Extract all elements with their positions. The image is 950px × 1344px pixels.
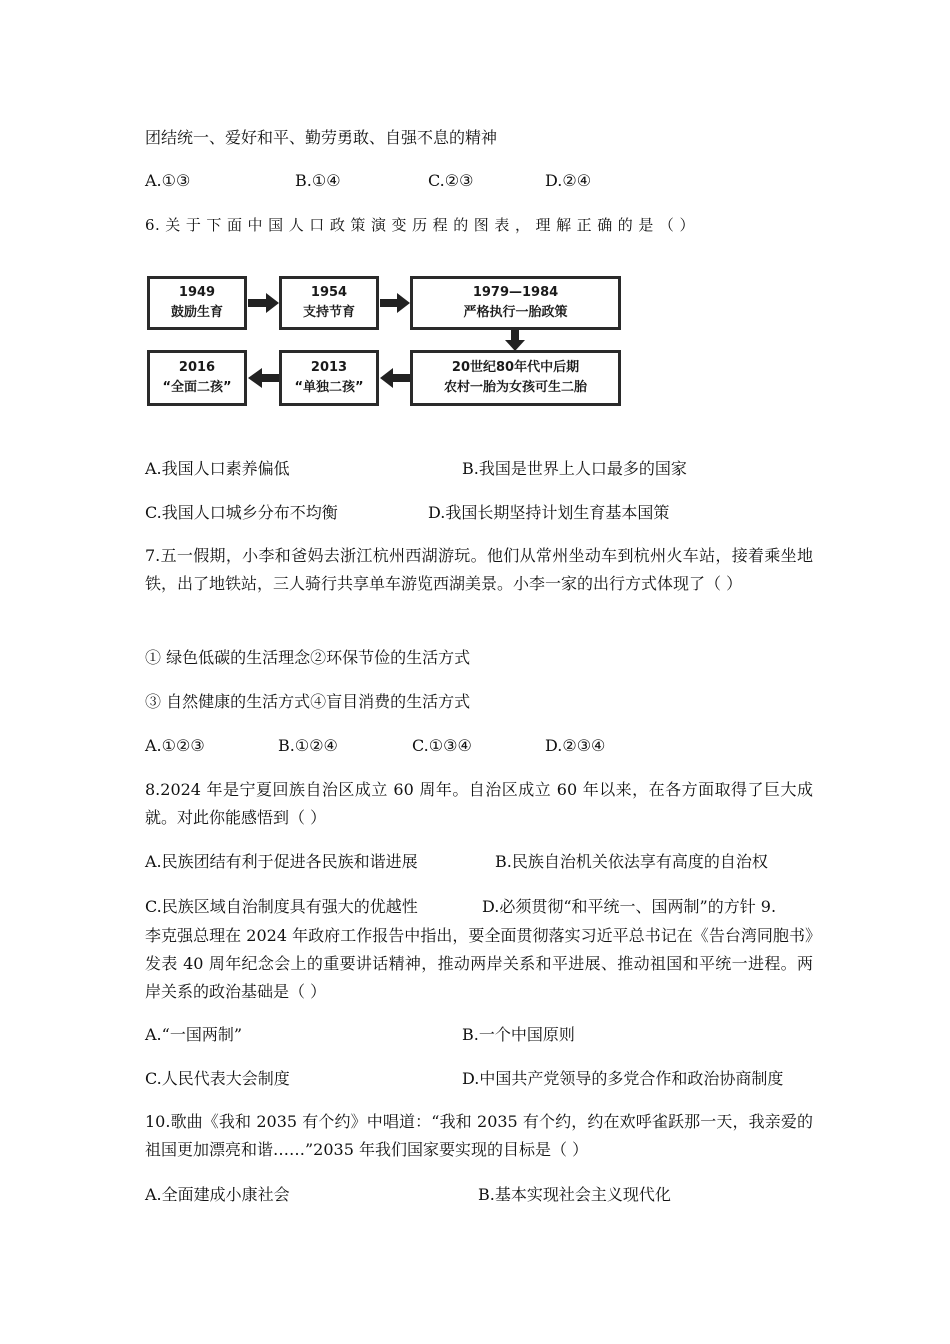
q6-option-c: C.我国人口城乡分布不均衡 bbox=[145, 503, 338, 522]
q8-option-c: C.民族区域自治制度具有强大的优越性 bbox=[145, 897, 418, 916]
q7-statements-1: ① 绿色低碳的生活理念②环保节俭的生活方式 bbox=[145, 648, 471, 667]
q6-option-b: B.我国是世界上人口最多的国家 bbox=[462, 459, 687, 478]
q6-option-d: D.我国长期坚持计划生育基本国策 bbox=[428, 503, 670, 522]
box-2016 bbox=[147, 350, 247, 406]
box-1954 bbox=[279, 276, 379, 330]
box-year: 2016 bbox=[178, 360, 216, 375]
arrow-right-icon bbox=[380, 293, 411, 313]
arrow-left-icon bbox=[248, 368, 280, 388]
q9-option-a: A.“一国两制” bbox=[145, 1025, 243, 1044]
q9-option-b: B.一个中国原则 bbox=[462, 1025, 575, 1044]
box-2013 bbox=[279, 350, 379, 406]
box-1949 bbox=[147, 276, 247, 330]
q5-option-c: C.②③ bbox=[428, 171, 474, 190]
population-policy-flowchart bbox=[145, 272, 625, 408]
q9-option-d: D.中国共产党领导的多党合作和政治协商制度 bbox=[462, 1069, 784, 1088]
arrow-down-icon bbox=[505, 330, 525, 351]
box-text: 支持节育 bbox=[302, 305, 355, 320]
q7-option-d: D.②③④ bbox=[545, 736, 606, 755]
arrow-right-icon bbox=[248, 293, 280, 313]
box-text: 严格执行一胎政策 bbox=[463, 305, 568, 320]
q6-stem: 6. 关 于 下 面 中 国 人 口 政 策 演 变 历 程 的 图 表 ， 理 解 正 确 的 是 （ ） bbox=[145, 216, 695, 234]
box-1980s bbox=[410, 350, 621, 406]
q10-option-b: B.基本实现社会主义现代化 bbox=[478, 1185, 671, 1204]
q5-option-a: A.①③ bbox=[145, 171, 191, 190]
q7-statements-2: ③ 自然健康的生活方式④盲目消费的生活方式 bbox=[145, 692, 471, 711]
box-text: 农村一胎为女孩可生二胎 bbox=[443, 380, 587, 395]
q10-stem: 10.歌曲《我和 2035 有个约》中唱道：“我和 2035 有个约，约在欢呼雀跃那一天，我亲爱的祖国更加漂亮和谐……”2035 年我们国家要实现的目标是（ ） bbox=[145, 1112, 813, 1159]
box-text: “单独二孩” bbox=[294, 380, 364, 395]
q9-stem: 李克强总理在 2024 年政府工作报告中指出，要全面贯彻落实习近平总书记在《告台湾同胞书》发表 40 周年纪念会上的重要讲话精神，推动两岸关系和平进展、推动祖国和平统一进程。两岸关系的政治基础是（ ） bbox=[145, 926, 813, 1001]
box-year: 20世纪80年代中后期 bbox=[451, 360, 580, 375]
q7-option-b: B.①②④ bbox=[278, 736, 338, 755]
q7-stem: 7.五一假期，小李和爸妈去浙江杭州西湖游玩。他们从常州坐动车到杭州火车站，接着乘坐地铁，出了地铁站，三人骑行共享单车游览西湖美景。小李一家的出行方式体现了（ ） bbox=[145, 546, 813, 593]
q10-option-a: A.全面建成小康社会 bbox=[145, 1185, 290, 1204]
q6-option-a: A.我国人口素养偏低 bbox=[145, 459, 290, 478]
q8-option-b: B.民族自治机关依法享有高度的自治权 bbox=[495, 852, 768, 871]
q5-continuation: 团结统一、爱好和平、勤劳勇敢、自强不息的精神 bbox=[145, 128, 498, 147]
box-year: 1979—1984 bbox=[472, 285, 559, 300]
box-1979-1984 bbox=[410, 276, 621, 330]
q5-option-d: D.②④ bbox=[545, 171, 592, 190]
arrow-left-icon bbox=[380, 368, 411, 388]
q9-option-c: C.人民代表大会制度 bbox=[145, 1069, 290, 1088]
q8-stem: 8.2024 年是宁夏回族自治区成立 60 周年。自治区成立 60 年以来，在各方面取得了巨大成就。对此你能感悟到（ ） bbox=[145, 780, 813, 827]
box-text: “全面二孩” bbox=[162, 380, 232, 395]
box-text: 鼓励生育 bbox=[170, 305, 223, 320]
box-year: 1949 bbox=[178, 285, 216, 300]
q7-option-c: C.①③④ bbox=[412, 736, 472, 755]
q7-option-a: A.①②③ bbox=[145, 736, 205, 755]
box-year: 2013 bbox=[310, 360, 348, 375]
q5-option-b: B.①④ bbox=[295, 171, 341, 190]
q8-option-a: A.民族团结有利于促进各民族和谐进展 bbox=[145, 852, 418, 871]
q8-option-d: D.必须贯彻“和平统一、国两制”的方针 9. bbox=[482, 897, 777, 916]
box-year: 1954 bbox=[310, 285, 348, 300]
